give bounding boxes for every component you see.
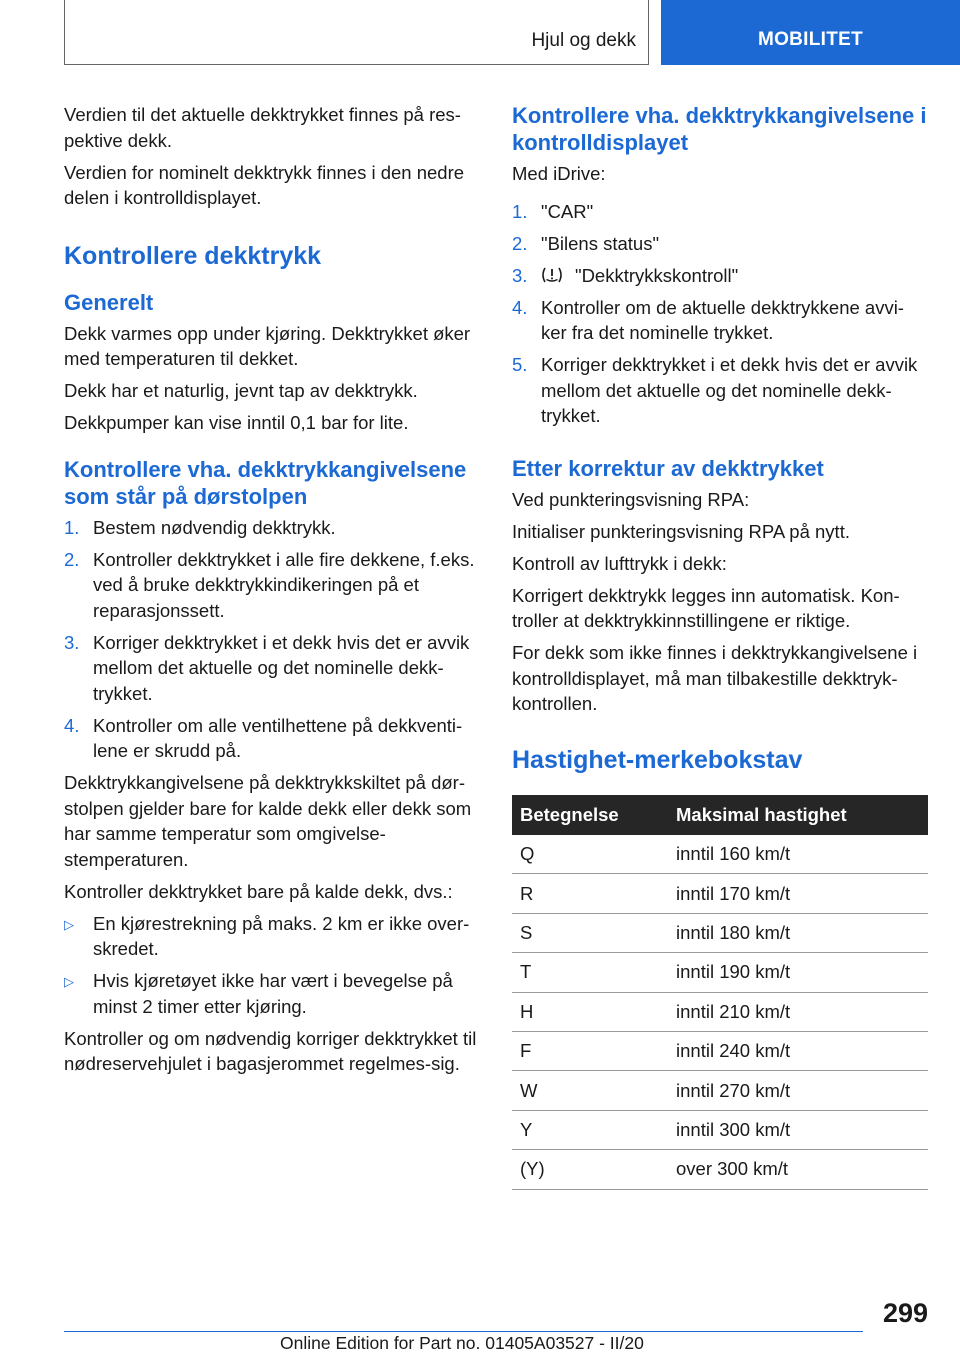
section-heading: Hastighet-merkebokstav <box>512 745 803 774</box>
list-item <box>64 713 480 764</box>
table-cell: Y <box>512 1110 668 1149</box>
list-item <box>64 630 480 707</box>
chapter-tab[interactable]: MOBILITET <box>661 0 960 65</box>
footer-divider <box>64 1331 863 1332</box>
table-cell: T <box>512 953 668 992</box>
table-cell: (Y) <box>512 1150 668 1189</box>
table-cell: S <box>512 913 668 952</box>
body-paragraph: Dekk har et naturlig, jevnt tap av dekktrykk. <box>64 380 418 401</box>
table-row <box>512 1071 928 1110</box>
step-number: 4. <box>64 714 80 736</box>
table-cell: R <box>512 874 668 913</box>
list-item <box>512 295 928 346</box>
list-item <box>512 352 928 429</box>
table-cell: F <box>512 1031 668 1070</box>
subsection-heading: Etter korrektur av dekktrykket <box>512 455 824 481</box>
step-number: 2. <box>64 548 80 570</box>
table-cell: inntil 160 km/t <box>668 835 928 874</box>
triangle-right-icon: ▷ <box>64 974 74 989</box>
body-paragraph: Kontroller dekktrykket bare på kalde dekk, dvs.: <box>64 880 453 902</box>
body-paragraph: Kontroller og om nødvendig korriger dekktrykket til nødreservehjulet i bagasjerommet regelmes-sig. <box>64 1027 477 1074</box>
step-text: Kontroller dekktrykket i alle fire dekkene, f.eks. ved å bruke dekktrykkindikeringen på et reparasjonssett. <box>93 548 475 621</box>
table-cell: inntil 190 km/t <box>668 953 928 992</box>
table-cell: W <box>512 1071 668 1110</box>
bullet-text: En kjørestrekning på maks. 2 km er ikke over-skredet. <box>93 912 470 959</box>
table-cell: H <box>512 992 668 1031</box>
table-cell: Q <box>512 835 668 874</box>
right-column <box>512 102 928 1190</box>
section-heading: Kontrollere dekktrykk <box>64 241 322 270</box>
step-text: Bestem nødvendig dekktrykk. <box>93 516 336 538</box>
list-item <box>512 231 928 257</box>
column-header: Betegnelse <box>512 795 668 835</box>
body-paragraph: Kontroll av lufttrykk i dekk: <box>512 552 727 574</box>
table-row <box>512 1110 928 1149</box>
step-text: "Dekktrykkskontroll" <box>575 264 739 286</box>
section-title: Hjul og dekk <box>531 30 636 51</box>
subsection-heading: Kontrollere vha. dekktrykkangivelsene som står på dørstolpen <box>64 456 467 509</box>
intro-paragraph: Verdien for nominelt dekktrykk finnes i den nedre delen i kontrolldisplayet. <box>64 161 465 208</box>
step-text: Korriger dekktrykket i et dekk hvis det er avvik mellom det aktuelle og det nominelle dekk-trykket. <box>541 354 918 426</box>
table-cell: over 300 km/t <box>668 1150 928 1189</box>
step-number: 4. <box>512 296 528 318</box>
list-item <box>64 968 480 1019</box>
table-header-row <box>512 795 928 835</box>
body-paragraph: Korrigert dekktrykk legges inn automatisk. Kon-troller at dekktrykkinnstillingene er riktige. <box>512 584 900 631</box>
subsection-heading: Kontrollere vha. dekktrykkangivelsene i kontrolldisplayet <box>512 103 927 155</box>
tire-pressure-warning-icon <box>541 266 563 284</box>
column-header: Maksimal hastighet <box>668 795 928 835</box>
step-text: Kontroller om alle ventilhettene på dekkventi-lene er skrudd på. <box>93 714 463 761</box>
step-number: 3. <box>64 631 80 653</box>
table-row <box>512 953 928 992</box>
list-item <box>512 263 928 289</box>
body-paragraph: Dekk varmes opp under kjøring. Dekktrykket øker med temperaturen til dekket. <box>64 322 471 369</box>
step-number: 5. <box>512 354 528 375</box>
step-number: 1. <box>64 516 80 538</box>
step-number: 1. <box>512 200 528 222</box>
step-number: 2. <box>512 232 528 254</box>
body-paragraph: Dekkpumper kan vise inntil 0,1 bar for lite. <box>64 412 409 433</box>
table-cell: inntil 210 km/t <box>668 992 928 1031</box>
step-text: "CAR" <box>541 200 594 222</box>
list-item <box>64 547 480 624</box>
list-item <box>512 199 928 225</box>
table-row <box>512 1031 928 1070</box>
step-text: Kontroller om de aktuelle dekktrykkene avvi-ker fra det nominelle trykket. <box>541 296 904 343</box>
body-paragraph: Med iDrive: <box>512 163 606 184</box>
bullet-list <box>64 911 480 1020</box>
table-cell: inntil 170 km/t <box>668 874 928 913</box>
body-paragraph: Initialiser punkteringsvisning RPA på nytt. <box>512 520 850 542</box>
table-cell: inntil 180 km/t <box>668 913 928 952</box>
edition-footer: Online Edition for Part no. 01405A03527 - II/20 <box>280 1333 644 1353</box>
step-list <box>64 515 480 764</box>
table-cell: inntil 270 km/t <box>668 1071 928 1110</box>
list-item <box>64 515 480 541</box>
page-number: 299 <box>882 1298 928 1328</box>
triangle-right-icon: ▷ <box>64 916 74 932</box>
step-number: 3. <box>512 264 528 286</box>
intro-paragraph: Verdien til det aktuelle dekktrykket finnes på res-pektive dekk. <box>64 104 461 151</box>
step-text: "Bilens status" <box>541 232 660 254</box>
table-cell: inntil 300 km/t <box>668 1110 928 1149</box>
table-row <box>512 835 928 874</box>
step-list <box>512 199 928 429</box>
left-column <box>64 102 480 1083</box>
table-row <box>512 913 928 952</box>
speed-rating-table <box>512 795 928 1190</box>
list-item <box>64 911 480 962</box>
table-row <box>512 992 928 1031</box>
bullet-text: Hvis kjøretøyet ikke har vært i bevegelse på minst 2 timer etter kjøring. <box>93 970 453 1017</box>
table-cell: inntil 240 km/t <box>668 1031 928 1070</box>
body-paragraph: For dekk som ikke finnes i dekktrykkangivelsene i kontrolldisplayet, må man tilbakestille dekktryk-kontrollen. <box>512 642 918 714</box>
step-text: Korriger dekktrykket i et dekk hvis det er avvik mellom det aktuelle og det nominelle dekk-trykket. <box>93 631 470 704</box>
body-paragraph: Ved punkteringsvisning RPA: <box>512 488 750 510</box>
body-paragraph: Dekktrykkangivelsene på dekktrykkskiltet på dør-stolpen gjelder bare for kalde dekk eller dekk som har samme temperatur som omgivelse-stemperaturen. <box>64 772 472 870</box>
table-row <box>512 1150 928 1189</box>
table-row <box>512 874 928 913</box>
subsection-heading: Generelt <box>64 289 154 315</box>
